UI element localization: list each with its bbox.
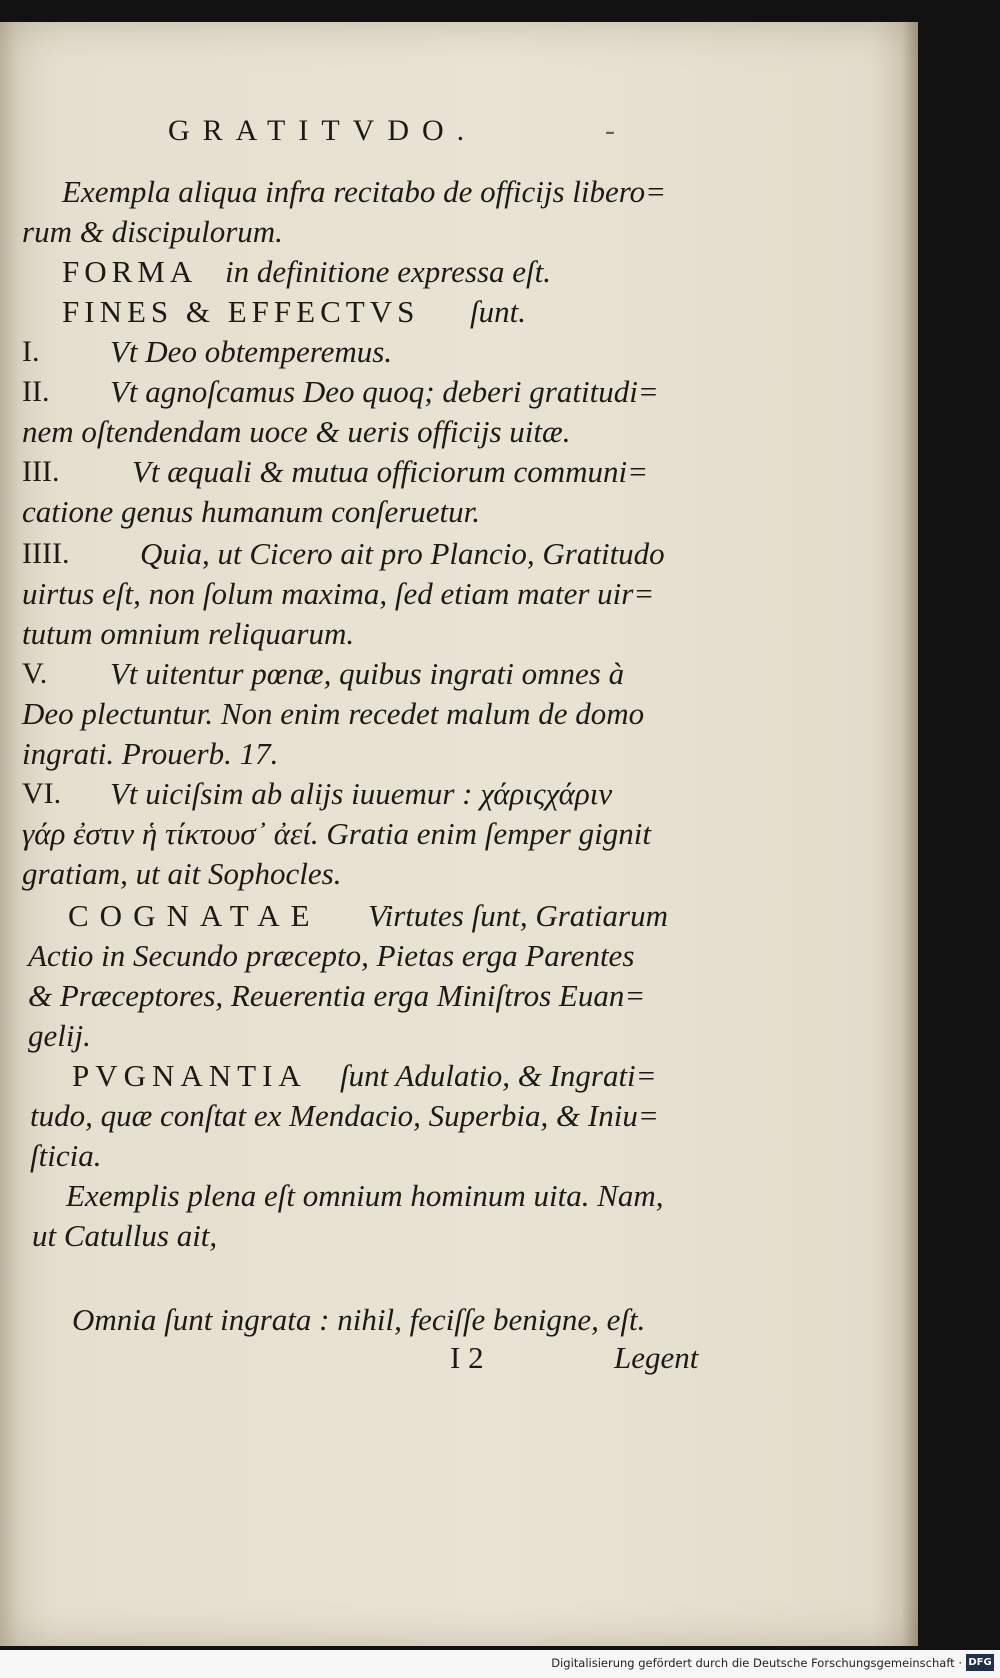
running-head-dash: -: [605, 114, 615, 147]
text-line: nem oſtendendam uoce & ueris officijs uitæ.: [22, 414, 571, 449]
text-line: Actio in Secundo præcepto, Pietas erga Parentes: [28, 938, 635, 973]
running-head: GRATITVDO.: [168, 114, 478, 147]
catchword: Legent: [614, 1340, 699, 1375]
list-numeral: IIII.: [22, 537, 70, 570]
text-line: ingrati. Prouerb. 17.: [22, 736, 279, 771]
signature-mark: I 2: [450, 1340, 484, 1375]
text-line: Vt uiciſsim ab alijs iuuemur : χάριςχάριν: [110, 776, 613, 811]
text-line: in definitione expressa eſt.: [225, 254, 551, 289]
book-page: [0, 22, 918, 1646]
text-line: uirtus eſt, non ſolum maxima, ſed etiam mater uir=: [22, 576, 655, 611]
dfg-logo: DFG: [966, 1654, 994, 1671]
verse-line: Omnia ſunt ingrata : nihil, feciſſe benigne, eſt.: [72, 1302, 646, 1337]
page-text: [0, 22, 918, 1646]
text-line: ſunt Adulatio, & Ingrati=: [340, 1058, 657, 1093]
text-line: gelij.: [28, 1018, 91, 1053]
list-numeral: I.: [22, 335, 40, 368]
text-line: gratiam, ut ait Sophocles.: [22, 856, 342, 891]
text-line: catione genus humanum conſeruetur.: [22, 494, 481, 529]
text-line: & Præceptores, Reuerentia erga Miniſtros Euan=: [28, 978, 646, 1013]
text-line: ſunt.: [470, 294, 526, 329]
list-numeral: VI.: [22, 777, 62, 810]
text-line: ut Catullus ait,: [32, 1218, 218, 1253]
list-numeral: III.: [22, 455, 60, 488]
text-line: Exempla aliqua infra recitabo de officijs libero=: [62, 174, 667, 209]
text-line: Vt agnoſcamus Deo quoq; deberi gratitudi=: [110, 374, 659, 409]
text-line: Virtutes ſunt, Gratiarum: [368, 898, 668, 933]
text-line: Vt æquali & mutua officiorum communi=: [132, 454, 649, 489]
list-numeral: II.: [22, 375, 50, 408]
text-line: ſticia.: [30, 1138, 102, 1173]
text-line: Vt uitentur pœnæ, quibus ingrati omnes à: [110, 656, 625, 691]
section-label-fines: FINES & EFFECTVS: [62, 294, 420, 329]
section-label-forma: FORMA: [62, 254, 198, 289]
text-line: tutum omnium reliquarum.: [22, 616, 355, 651]
text-line: Quia, ut Cicero ait pro Plancio, Gratitudo: [140, 536, 665, 571]
section-label-pugnantia: PVGNANTIA: [72, 1058, 307, 1093]
text-line: Deo plectuntur. Non enim recedet malum de domo: [22, 696, 645, 731]
credit-bar: [0, 1650, 1000, 1678]
credit-text: Digitalisierung gefördert durch die Deutsche Forschungsgemeinschaft ·: [551, 1656, 962, 1670]
text-line: Exemplis plena eſt omnium hominum uita. Nam,: [66, 1178, 664, 1213]
text-line: Vt Deo obtemperemus.: [110, 334, 393, 369]
section-label-cognatae: COGNATAE: [68, 898, 321, 933]
list-numeral: V.: [22, 657, 48, 690]
text-line: rum & discipulorum.: [22, 214, 283, 249]
text-line: tudo, quæ conſtat ex Mendacio, Superbia, & Iniu=: [30, 1098, 659, 1133]
text-line: γάρ ἐστιν ἡ τίκτουσ᾽ ἀεί. Gratia enim ſemper gignit: [22, 816, 651, 851]
